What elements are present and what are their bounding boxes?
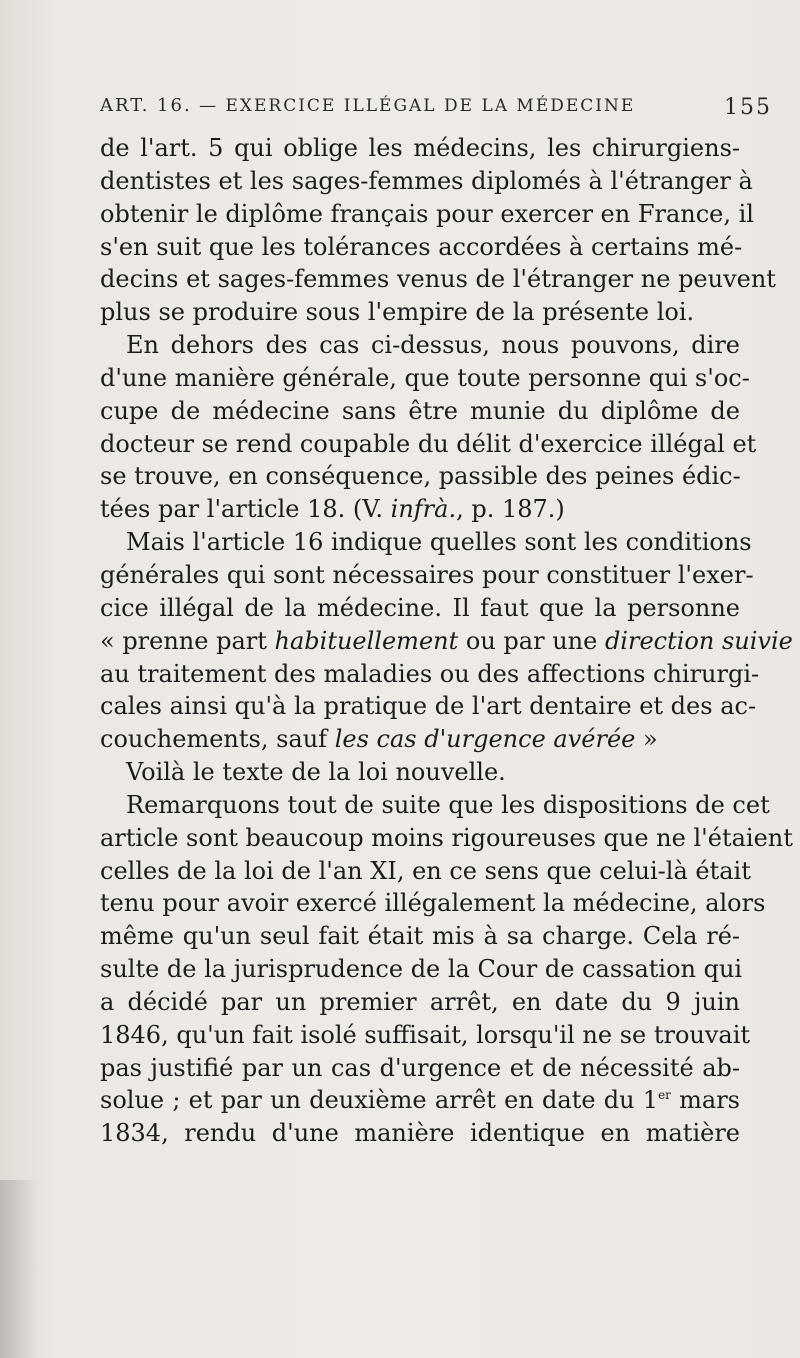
- text-line: générales qui sont nécessaires pour constituer l'exer-: [100, 560, 754, 589]
- body-text: [100, 132, 793, 1150]
- text-line: [100, 723, 740, 756]
- text-line: [100, 493, 740, 526]
- text-line: [100, 1084, 740, 1117]
- page-number: 155: [724, 95, 772, 120]
- text-line: plus se produire sous l'empire de la présente loi.: [100, 298, 695, 327]
- text-line: cales ainsi qu'à la pratique de l'art dentaire et des ac-: [100, 692, 757, 721]
- text-line: tenu pour avoir exercé illégalement la médecine, alors: [100, 889, 766, 918]
- text-line: cice illégal de la médecine. Il faut que la personne: [100, 593, 740, 622]
- italic-segment: direction suivie: [604, 626, 793, 655]
- text-line: d'une manière générale, que toute personne qui s'oc-: [100, 363, 750, 392]
- text-line: obtenir le diplôme français pour exercer en France, il: [100, 199, 754, 228]
- text-segment: mars: [670, 1086, 740, 1115]
- text-line: au traitement des maladies ou des affections chirurgi-: [100, 659, 760, 688]
- text-line: se trouve, en conséquence, passible des peines édic-: [100, 462, 741, 491]
- text-line: Mais l'article 16 indique quelles sont les conditions: [126, 528, 752, 557]
- running-head: [100, 95, 780, 120]
- text-segment: »: [635, 725, 658, 754]
- text-line: 1834, rendu d'une manière identique en matière: [100, 1119, 740, 1148]
- text-line: a décidé par un premier arrêt, en date du 9 juin: [100, 987, 740, 1016]
- chapter-title: — EXERCICE ILLÉGAL DE LA MÉDECINE: [199, 96, 636, 116]
- text-line: même qu'un seul fait était mis à sa charge. Cela ré-: [100, 922, 740, 951]
- text-segment: , p. 187.): [456, 495, 565, 524]
- text-line: sulte de la jurisprudence de la Cour de cassation qui: [100, 955, 743, 984]
- text-line: [100, 625, 793, 658]
- text-line: celles de la loi de l'an XI, en ce sens que celui-là était: [100, 856, 751, 885]
- text-line: Voilà le texte de la loi nouvelle.: [126, 758, 506, 787]
- text-line: En dehors des cas ci-dessus, nous pouvons, dire: [126, 331, 740, 360]
- article-number: ART. 16.: [100, 95, 192, 116]
- italic-segment: habituellement: [274, 626, 459, 655]
- text-line: dentistes et les sages-femmes diplomés à l'étranger à: [100, 166, 753, 195]
- text-segment: couchements, sauf: [100, 725, 335, 754]
- page-edge-shadow: [0, 1180, 40, 1358]
- text-line: cupe de médecine sans être munie du diplôme de: [100, 396, 740, 425]
- text-line: docteur se rend coupable du délit d'exercice illégal et: [100, 429, 757, 458]
- text-line: s'en suit que les tolérances accordées à certains mé-: [100, 232, 743, 261]
- italic-segment: infrà.: [390, 495, 457, 524]
- text-line: article sont beaucoup moins rigoureuses que ne l'étaient: [100, 823, 793, 852]
- text-segment: tées par l'article 18. (V.: [100, 495, 391, 524]
- superscript: er: [658, 1088, 671, 1103]
- text-line: pas justifié par un cas d'urgence et de nécessité ab-: [100, 1053, 740, 1082]
- text-segment: « prenne part: [100, 626, 275, 655]
- text-line: Remarquons tout de suite que les dispositions de cet: [126, 790, 770, 819]
- text-segment: ou par une: [458, 626, 605, 655]
- text-line: de l'art. 5 qui oblige les médecins, les chirurgiens-: [100, 134, 740, 162]
- italic-segment: les cas d'urgence avérée: [334, 725, 636, 754]
- text-segment: solue ; et par un deuxième arrêt en date du 1: [100, 1086, 659, 1115]
- text-line: 1846, qu'un fait isolé suffisait, lorsqu'il ne se trouvait: [100, 1020, 751, 1049]
- text-line: decins et sages-femmes venus de l'étranger ne peuvent: [100, 265, 776, 294]
